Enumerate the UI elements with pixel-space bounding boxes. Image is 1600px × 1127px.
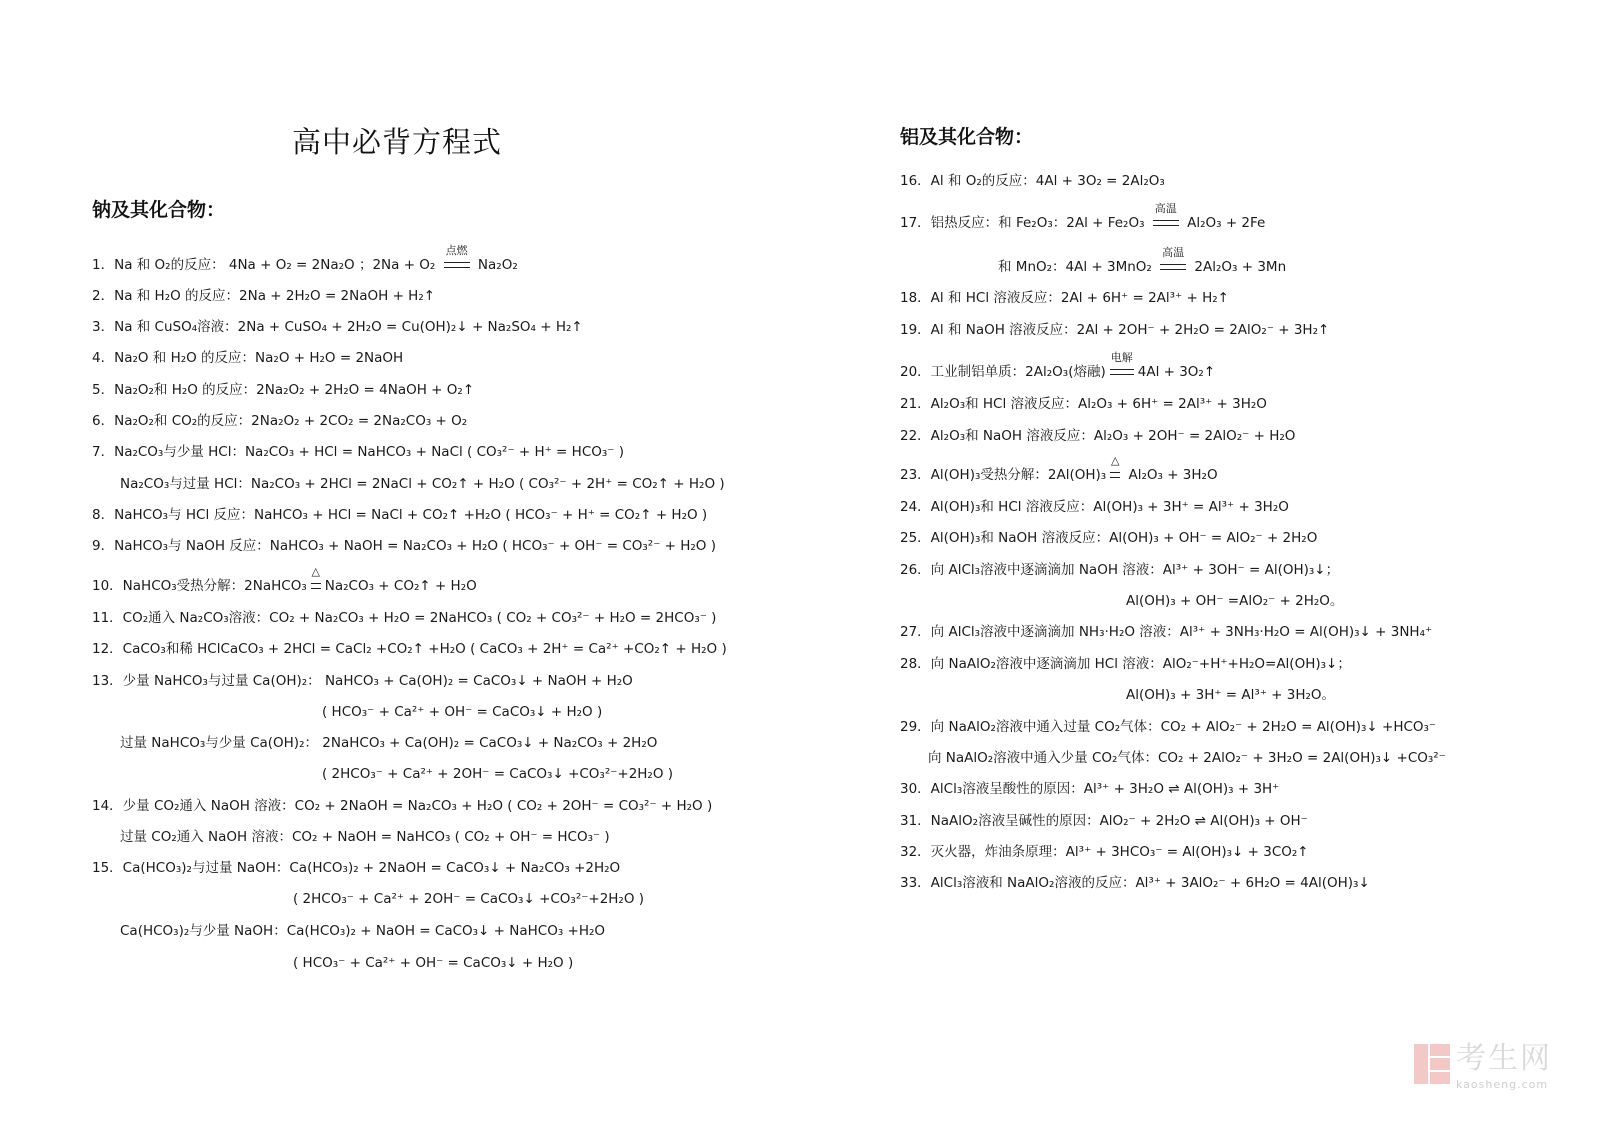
equation-17 [900,202,1266,231]
equation-25: 25．Al(OH)₃和 NaOH 溶液反应：Al(OH)₃ + OH⁻ = AlO₂⁻ + 2H₂O [900,530,1318,546]
equation-11: 11．CO₂通入 Na₂CO₃溶液：CO₂ + Na₂CO₃ + H₂O = 2NaHCO₃ ( CO₂ + CO₃²⁻ + H₂O = 2HCO₃⁻ ) [92,610,717,626]
aluminum-heading: 铝及其化合物： [900,126,1034,148]
equation-text: Na₂O₂ [473,257,518,273]
sodium-heading: 钠及其化合物： [92,199,226,221]
watermark-text: 考生网 [1456,1041,1552,1076]
equation-32: 32．灭火器，炸油条原理：Al³⁺ + 3HCO₃⁻ = Al(OH)₃↓ + 3CO₂↑ [900,844,1309,860]
equation-15b-ionic: ( HCO₃⁻ + Ca²⁺ + OH⁻ = CaCO₃↓ + H₂O ) [293,955,574,971]
equation-text: 1．Na 和 O₂的反应： 4Na + O₂ = 2Na₂O ；2Na + O₂ [92,257,440,273]
equation-13: 13．少量 NaHCO₃与过量 Ca(OH)₂： NaHCO₃ + Ca(OH)₂ = CaCO₃↓ + NaOH + H₂O [92,673,633,689]
equation-10 [92,565,477,594]
equation-2: 2．Na 和 H₂O 的反应：2Na + 2H₂O = 2NaOH + H₂↑ [92,288,436,304]
equation-33: 33．AlCl₃溶液和 NaAlO₂溶液的反应：Al³⁺ + 3AlO₂⁻ + 6H₂O = 4Al(OH)₃↓ [900,875,1370,891]
equation-13b-ionic: ( 2HCO₃⁻ + Ca²⁺ + 2OH⁻ = CaCO₃↓ +CO₃²⁻+2H₂O ) [322,766,674,782]
equation-29: 29．向 NaAlO₂溶液中通入过量 CO₂气体：CO₂ + AlO₂⁻ + 2H₂O = Al(OH)₃↓ +HCO₃⁻ [900,719,1437,735]
reaction-condition: 高温 [1158,261,1188,275]
equation-13b: 过量 NaHCO₃与少量 Ca(OH)₂： 2NaHCO₃ + Ca(OH)₂ = CaCO₃↓ + Na₂CO₃ + 2H₂O [120,735,658,751]
equation-text: 10．NaHCO₃受热分解：2NaHCO₃ [92,578,307,594]
equation-24: 24．Al(OH)₃和 HCl 溶液反应：Al(OH)₃ + 3H⁺ = Al³⁺ + 3H₂O [900,499,1289,515]
page-title: 高中必背方程式 [292,125,503,159]
equation-8: 8．NaHCO₃与 HCl 反应：NaHCO₃ + HCl = NaCl + CO₂↑ +H₂O ( HCO₃⁻ + H⁺ = CO₂↑ + H₂O ) [92,507,708,523]
equation-15-ionic: ( 2HCO₃⁻ + Ca²⁺ + 2OH⁻ = CaCO₃↓ +CO₃²⁻+2H₂O ) [293,891,645,907]
reaction-condition: 点燃 [442,259,472,273]
equation-text: 和 MnO₂：4Al + 3MnO₂ [998,259,1157,275]
equation-31: 31．NaAlO₂溶液呈碱性的原因：AlO₂⁻ + 2H₂O ⇌ Al(OH)₃ + OH⁻ [900,813,1308,829]
equation-26b: Al(OH)₃ + OH⁻ =AlO₂⁻ + 2H₂O。 [1126,593,1344,609]
equation-28b: Al(OH)₃ + 3H⁺ = Al³⁺ + 3H₂O。 [1126,687,1336,703]
equation-text: Al₂O₃ + 3H₂O [1124,467,1218,483]
equation-13-ionic: ( HCO₃⁻ + Ca²⁺ + OH⁻ = CaCO₃↓ + H₂O ) [322,704,603,720]
equation-1 [92,244,518,273]
equation-text: 20．工业制铝单质：2Al₂O₃(熔融) [900,364,1106,380]
equation-4: 4．Na₂O 和 H₂O 的反应：Na₂O + H₂O = 2NaOH [92,350,404,366]
equation-15: 15．Ca(HCO₃)₂与过量 NaOH：Ca(HCO₃)₂ + 2NaOH = CaCO₃↓ + Na₂CO₃ +2H₂O [92,860,621,876]
equation-text: 4Al + 3O₂↑ [1137,364,1216,380]
equation-22: 22．Al₂O₃和 NaOH 溶液反应：Al₂O₃ + 2OH⁻ = 2AlO₂⁻ + H₂O [900,428,1296,444]
equation-14: 14．少量 CO₂通入 NaOH 溶液：CO₂ + 2NaOH = Na₂CO₃ + H₂O ( CO₂ + 2OH⁻ = CO₃²⁻ + H₂O ) [92,798,713,814]
reaction-condition: △ [1108,469,1122,483]
reaction-condition: 高温 [1151,217,1181,231]
equation-7: 7．Na₂CO₃与少量 HCl：Na₂CO₃ + HCl = NaHCO₃ + NaCl ( CO₃²⁻ + H⁺ = HCO₃⁻ ) [92,444,624,460]
equation-16: 16．Al 和 O₂的反应：4Al + 3O₂ = 2Al₂O₃ [900,173,1165,189]
reaction-condition: △ [309,580,323,594]
kaosheng-logo-icon [1414,1044,1450,1084]
equation-18: 18．Al 和 HCl 溶液反应：2Al + 6H⁺ = 2Al³⁺ + H₂↑ [900,290,1229,306]
equation-26: 26．向 AlCl₃溶液中逐滴滴加 NaOH 溶液：Al³⁺ + 3OH⁻ = Al(OH)₃↓； [900,562,1340,578]
equation-19: 19．Al 和 NaOH 溶液反应：2Al + 2OH⁻ + 2H₂O = 2AlO₂⁻ + 3H₂↑ [900,322,1330,338]
watermark [1414,1041,1552,1091]
equation-30: 30．AlCl₃溶液呈酸性的原因：Al³⁺ + 3H₂O ⇌ Al(OH)₃ + 3H⁺ [900,781,1280,797]
equation-text: 2Al₂O₃ + 3Mn [1190,259,1287,275]
equation-6: 6．Na₂O₂和 CO₂的反应：2Na₂O₂ + 2CO₂ = 2Na₂CO₃ + O₂ [92,413,468,429]
reaction-condition: 电解 [1108,366,1136,380]
equation-28: 28．向 NaAlO₂溶液中逐滴滴加 HCl 溶液：AlO₂⁻+H⁺+H₂O=Al(OH)₃↓； [900,656,1351,672]
equation-text: 17．铝热反应：和 Fe₂O₃：2Al + Fe₂O₃ [900,215,1149,231]
equation-5: 5．Na₂O₂和 H₂O 的反应：2Na₂O₂ + 2H₂O = 4NaOH + O₂↑ [92,382,475,398]
equation-7b: Na₂CO₃与过量 HCl：Na₂CO₃ + 2HCl = 2NaCl + CO₂↑ + H₂O ( CO₃²⁻ + 2H⁺ = CO₂↑ + H₂O ) [120,476,725,492]
equation-14b: 过量 CO₂通入 NaOH 溶液：CO₂ + NaOH = NaHCO₃ ( CO₂ + OH⁻ = HCO₃⁻ ) [120,829,610,845]
equation-text: 23．Al(OH)₃受热分解：2Al(OH)₃ [900,467,1107,483]
equation-27: 27．向 AlCl₃溶液中逐滴滴加 NH₃·H₂O 溶液：Al³⁺ + 3NH₃·H₂O = Al(OH)₃↓ + 3NH₄⁺ [900,624,1433,640]
equation-15b: Ca(HCO₃)₂与少量 NaOH：Ca(HCO₃)₂ + NaOH = CaCO₃↓ + NaHCO₃ +H₂O [120,923,606,939]
equation-3: 3．Na 和 CuSO₄溶液：2Na + CuSO₄ + 2H₂O = Cu(OH)₂↓ + Na₂SO₄ + H₂↑ [92,319,583,335]
equation-17b [998,246,1287,275]
equation-9: 9．NaHCO₃与 NaOH 反应：NaHCO₃ + NaOH = Na₂CO₃ + H₂O ( HCO₃⁻ + OH⁻ = CO₃²⁻ + H₂O ) [92,538,716,554]
equation-20 [900,351,1216,380]
equation-12: 12．CaCO₃和稀 HClCaCO₃ + 2HCl = CaCl₂ +CO₂↑ +H₂O ( CaCO₃ + 2H⁺ = Ca²⁺ +CO₂↑ + H₂O ) [92,641,727,657]
equation-text: Al₂O₃ + 2Fe [1182,215,1266,231]
equation-29b: 向 NaAlO₂溶液中通入少量 CO₂气体：CO₂ + 2AlO₂⁻ + 3H₂O = 2Al(OH)₃↓ +CO₃²⁻ [928,750,1446,766]
equation-21: 21．Al₂O₃和 HCl 溶液反应：Al₂O₃ + 6H⁺ = 2Al³⁺ + 3H₂O [900,396,1267,412]
watermark-url: kaosheng.com [1456,1078,1549,1091]
equation-text: Na₂CO₃ + CO₂↑ + H₂O [324,578,477,594]
equation-23 [900,454,1218,483]
